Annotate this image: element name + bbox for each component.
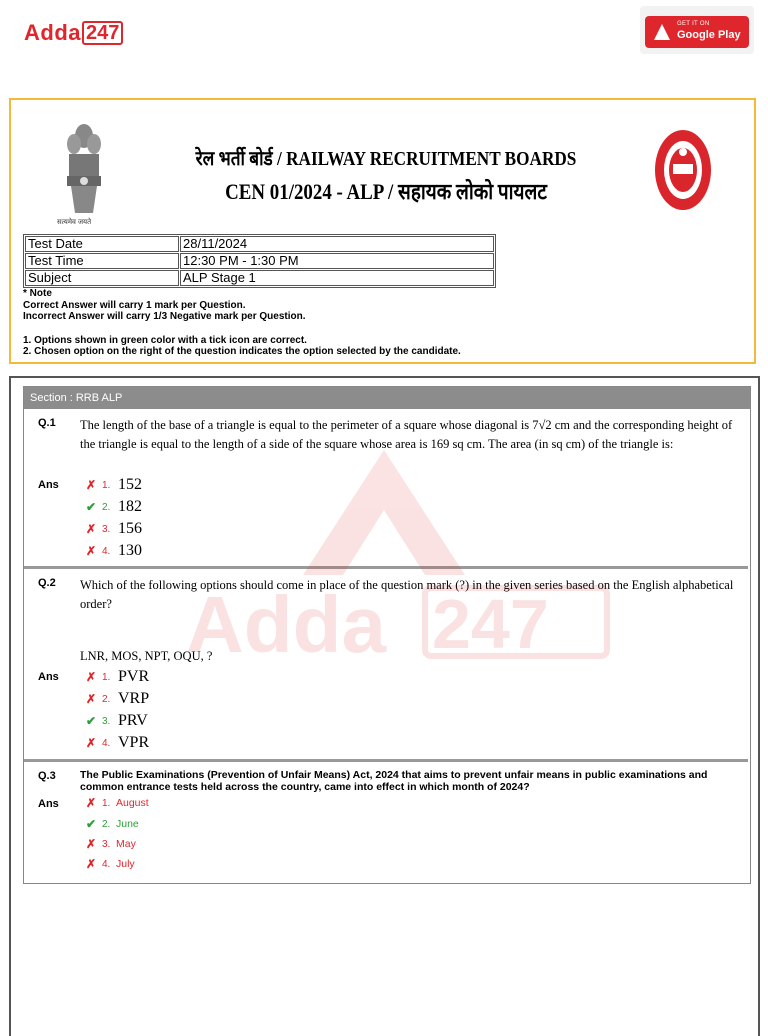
option-text: June [116,818,139,830]
adda-a-icon [654,24,670,40]
section-box [23,386,751,884]
option-text: May [116,838,136,850]
option-text: 182 [118,498,142,515]
note-line: 1. Options shown in green color with a tick icon are correct. [23,334,307,346]
cross-icon: ✗ [85,837,97,851]
question-1 [24,409,748,569]
ashoka-emblem-icon [63,118,105,218]
cross-icon: ✗ [85,796,97,810]
cross-icon: ✗ [85,736,97,750]
option-number: 2. [102,501,111,513]
option [84,519,142,539]
option-number: 1. [102,671,111,683]
badge-line2: Google Play [677,29,741,41]
option-number: 4. [102,858,111,870]
option-correct [84,814,139,834]
question-3 [24,762,748,882]
question-series: LNR, MOS, NPT, OQU, ? [80,649,213,663]
google-play-badge[interactable] [640,6,754,54]
info-value: 28/11/2024 [180,236,494,252]
section-header: Section : RRB ALP [24,387,750,409]
option-number: 4. [102,737,111,749]
info-label: Subject [25,270,179,286]
option [84,475,142,495]
option [84,854,135,874]
title-line-1: रेल भर्ती बोर्ड / RAILWAY RECRUITMENT BOARDS [195,148,577,170]
question-2 [24,569,748,762]
option-correct [84,497,142,517]
info-label: Test Date [25,236,179,252]
question-panel [9,376,760,1036]
emblem-caption: सत्यमेव जयते [57,219,92,226]
option-number: 2. [102,818,111,830]
option-number: 1. [102,479,111,491]
info-value: 12:30 PM - 1:30 PM [180,253,494,269]
option-text: PRV [118,712,148,729]
check-icon: ✔ [85,500,97,514]
question-text: The Public Examinations (Prevention of Unfair Means) Act, 2024 that aims to prevent unfair means in public examinations and common entrance tests held across the country, came into effect in which month of 2024? [80,769,708,793]
question-text: The length of the base of a triangle is equal to the perimeter of a square whose diagonal is 7√2 cm and the corresponding height of the triangle is equal to the length of a side of the square whose area is 169 sq cm. The area (in sq cm) of the triangle is: [80,418,733,451]
note-block [23,288,461,358]
title-line-2: CEN 01/2024 - ALP / सहायक लोको पायलट [225,179,547,204]
cross-icon: ✗ [85,544,97,558]
option-text: 130 [118,542,142,559]
note-line: Incorrect Answer will carry 1/3 Negative mark per Question. [23,311,306,322]
option-number: 3. [102,523,111,535]
answer-label: Ans [38,671,59,683]
cross-icon: ✗ [85,522,97,536]
option-text: PVR [118,668,150,685]
option-number: 3. [102,838,111,850]
option-text: VRP [118,690,150,707]
option-number: 2. [102,693,111,705]
option [84,689,149,709]
badge-line1: GET IT ON [677,21,710,27]
test-date-row [25,236,494,252]
info-value: ALP Stage 1 [180,270,494,286]
cross-icon: ✗ [85,478,97,492]
logo-word: Adda [24,20,81,45]
option [84,834,136,854]
test-time-row [25,253,494,269]
question-number: Q.3 [38,770,56,782]
indian-railways-logo-icon [653,128,713,212]
question-number: Q.2 [38,577,56,589]
option [84,541,142,561]
option-number: 4. [102,545,111,557]
option-text: July [116,858,135,870]
note-line: Correct Answer will carry 1 mark per Question. [23,299,246,311]
answer-label: Ans [38,479,59,491]
exam-header-panel [9,98,756,364]
cross-icon: ✗ [85,670,97,684]
answer-label: Ans [38,798,59,810]
option-number: 1. [102,797,111,809]
option [84,793,149,813]
option-text: VPR [118,734,150,751]
check-icon: ✔ [85,714,97,728]
option [84,733,149,753]
logo-box: 247 [82,21,123,45]
adda247-logo[interactable] [24,20,123,46]
option-text: 152 [118,476,142,493]
note-heading: * Note [23,288,52,299]
option-number: 3. [102,715,111,727]
test-info-table [23,234,496,288]
option-correct [84,711,148,731]
option-text: 156 [118,520,142,537]
check-icon: ✔ [85,817,97,831]
note-line: 2. Chosen option on the right of the question indicates the option selected by the candidate. [23,346,461,357]
question-text: Which of the following options should come in place of the question mark (?) in the given series based on the English alphabetical order? [80,578,734,611]
cross-icon: ✗ [85,857,97,871]
question-number: Q.1 [38,417,56,429]
info-label: Test Time [25,253,179,269]
option-text: August [116,797,149,809]
subject-row [25,270,494,286]
option [84,667,149,687]
cross-icon: ✗ [85,692,97,706]
google-play-button[interactable] [645,16,749,48]
